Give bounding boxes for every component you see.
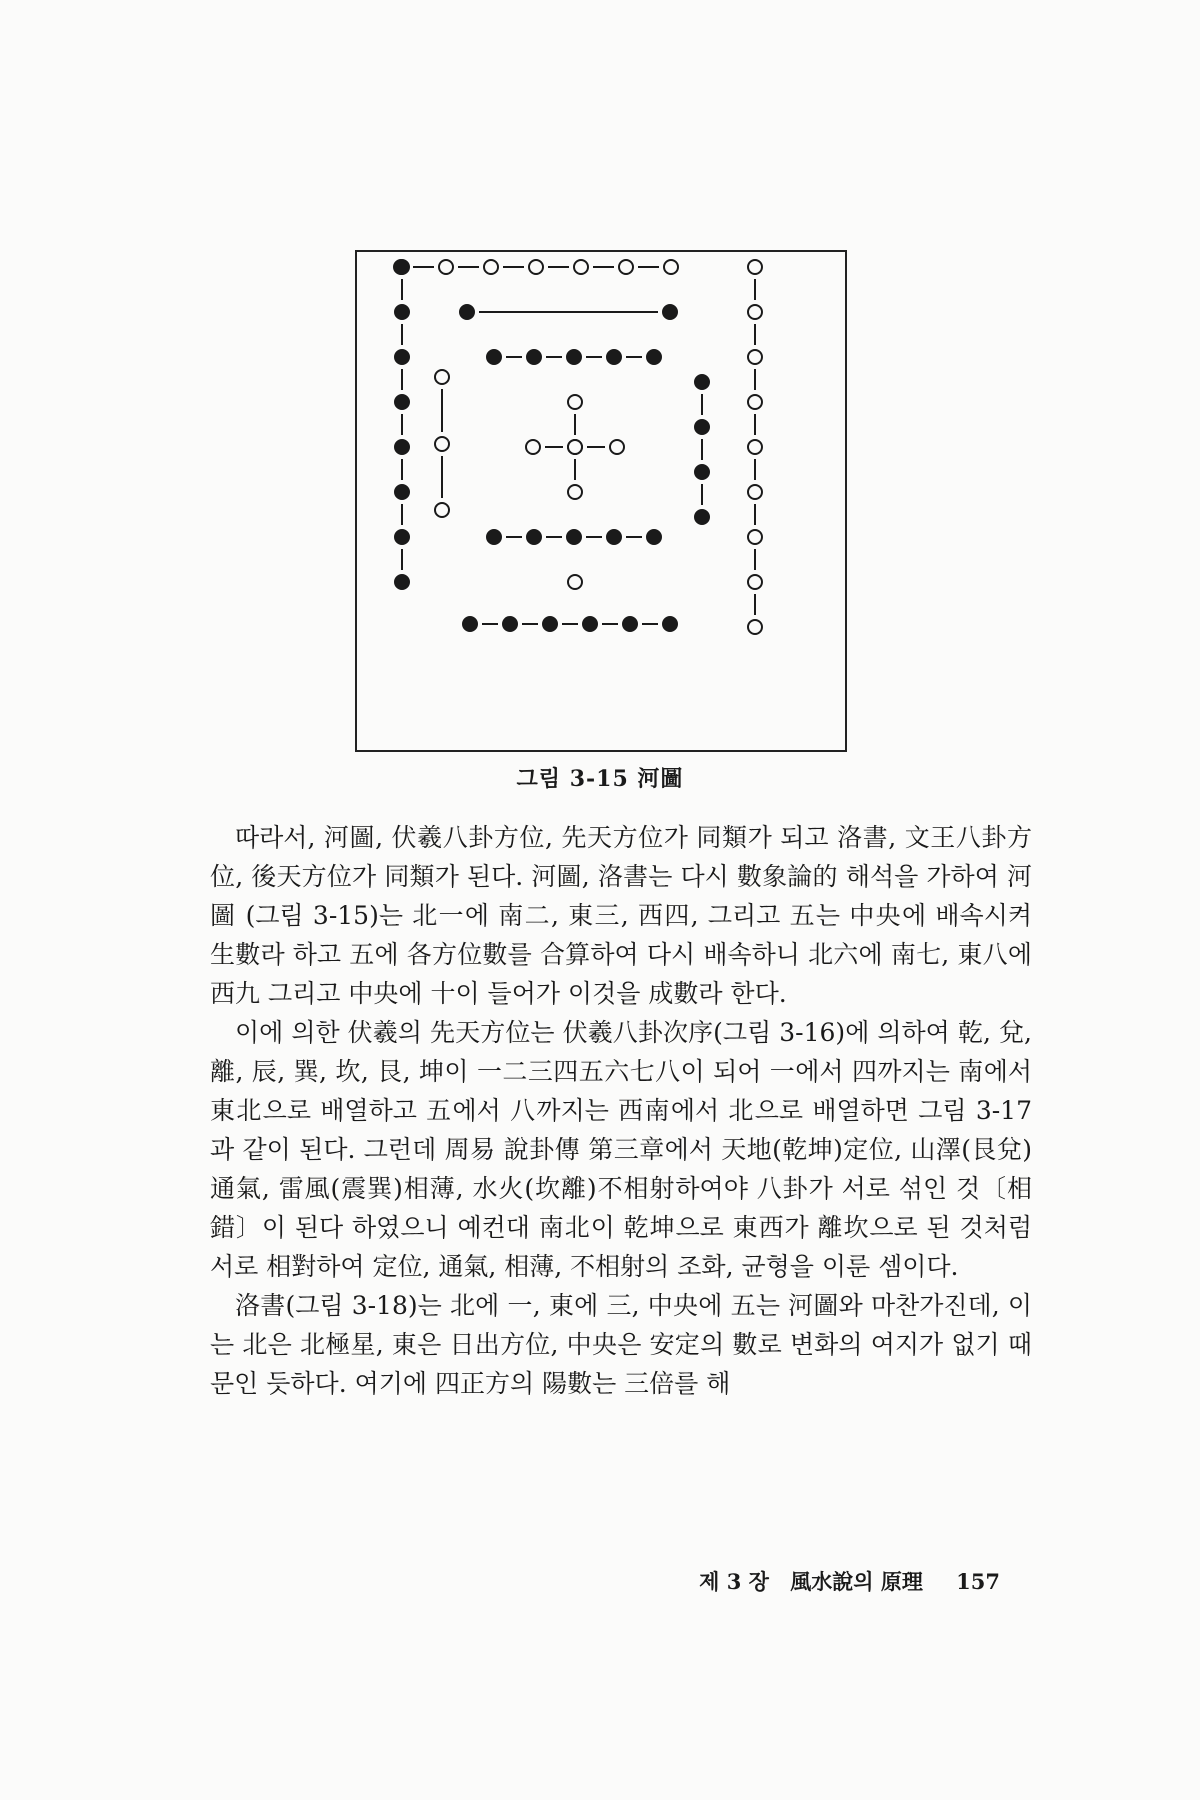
- body-text: [210, 818, 1032, 1403]
- bottom-outer-filled-dot: [623, 617, 637, 631]
- center-ten-upper-filled-dot: [607, 350, 621, 364]
- left-outer-filled-dot: [395, 485, 409, 499]
- top-outer-open-dot: [484, 260, 498, 274]
- right-outer-open-dot: [748, 575, 762, 589]
- top-inner-filled-dot: [460, 305, 474, 319]
- center-ten-lower-filled-dot: [487, 530, 501, 544]
- top-outer-open-dot: [529, 260, 543, 274]
- left-inner-open-dot: [435, 370, 449, 384]
- hado-figure: [355, 250, 847, 752]
- center-cross-vertical-dot: [568, 395, 582, 409]
- left-inner-open-dot: [435, 437, 449, 451]
- chapter-title: 風水說의 原理: [790, 1569, 923, 1594]
- figure-caption: 그림 3-15 河圖: [516, 766, 684, 792]
- right-outer-open-dot: [748, 485, 762, 499]
- right-outer-open-dot: [748, 530, 762, 544]
- left-outer-filled-dot: [395, 350, 409, 364]
- center-ten-lower-filled-dot: [607, 530, 621, 544]
- top-inner-filled-dot: [663, 305, 677, 319]
- center-ten-lower-filled-dot: [647, 530, 661, 544]
- top-outer-open-dot: [439, 260, 453, 274]
- bottom-outer-filled-dot: [463, 617, 477, 631]
- page-number: 157: [956, 1569, 1000, 1594]
- bottom-inner-open-dot: [568, 575, 582, 589]
- bottom-outer-filled-dot: [663, 617, 677, 631]
- center-ten-lower-filled-dot: [527, 530, 541, 544]
- left-inner-open-dot: [435, 503, 449, 517]
- right-inner-filled-dot: [695, 465, 709, 479]
- right-inner-filled-dot: [695, 375, 709, 389]
- left-outer-filled-dot: [395, 395, 409, 409]
- center-ten-lower-filled-dot: [567, 530, 581, 544]
- center-ten-upper-filled-dot: [647, 350, 661, 364]
- bottom-outer-filled-dot: [503, 617, 517, 631]
- center-cross-horizontal-dot: [526, 440, 540, 454]
- right-inner-filled-dot: [695, 420, 709, 434]
- chapter-label: 제 3 장: [699, 1569, 769, 1594]
- right-outer-open-dot: [748, 305, 762, 319]
- bottom-outer-filled-dot: [583, 617, 597, 631]
- top-outer-open-dot: [664, 260, 678, 274]
- right-outer-open-dot: [748, 350, 762, 364]
- page-footer: [685, 1566, 1000, 1596]
- center-ten-upper-filled-dot: [567, 350, 581, 364]
- paragraph-2: 이에 의한 伏羲의 先天方位는 伏羲八卦次序(그림 3-16)에 의하여 乾, 兌, 離, 辰, 巽, 坎, 艮, 坤이 一二三四五六七八이 되어 一에서 四까지는 南에서 東北으로 배열하고 五에서 八까지는 西南에서 北으로 배열하면 그림 3-17과 같이 된다. 그런데 周易 說卦傳 第三章에서 天地(乾坤)定位, 山澤(艮兌)通氣, 雷風(震巽)相薄, 水火(坎離)不相射하여야 八卦가 서로 섞인 것〔相錯〕이 된다 하였으니 예컨대 南北이 乾坤으로 東西가 離坎으로 된 것처럼 서로 相對하여 定位, 通氣, 相薄, 不相射의 조화, 균형을 이룬 셈이다.: [210, 1018, 1032, 1281]
- paragraph-1: 따라서, 河圖, 伏羲八卦方位, 先天方位가 同類가 되고 洛書, 文王八卦方位, 後天方位가 同類가 된다. 河圖, 洛書는 다시 數象論的 해석을 가하여 河圖 (그림 3-15)는 北一에 南二, 東三, 西四, 그리고 五는 中央에 배속시켜 生數라 하고 五에 各方位數를 合算하여 다시 배속하니 北六에 南七, 東八에 西九 그리고 中央에 十이 들어가 이것을 成數라 한다.: [210, 823, 1032, 1008]
- left-outer-filled-dot: [395, 440, 409, 454]
- left-outer-filled-dot: [395, 575, 409, 589]
- top-outer-open-dot: [619, 260, 633, 274]
- center-cross-horizontal-dot: [568, 440, 582, 454]
- center-ten-upper-filled-dot: [527, 350, 541, 364]
- right-outer-open-dot: [748, 440, 762, 454]
- right-outer-open-dot: [748, 260, 762, 274]
- hado-diagram: [357, 252, 845, 750]
- top-outer-open-dot: [574, 260, 588, 274]
- left-outer-filled-dot: [395, 305, 409, 319]
- right-inner-filled-dot: [695, 510, 709, 524]
- left-outer-filled-dot: [395, 530, 409, 544]
- center-cross-vertical-dot: [568, 485, 582, 499]
- center-ten-upper-filled-dot: [487, 350, 501, 364]
- left-outer-filled-dot: [395, 260, 409, 274]
- center-cross-horizontal-dot: [610, 440, 624, 454]
- right-outer-open-dot: [748, 620, 762, 634]
- bottom-outer-filled-dot: [543, 617, 557, 631]
- right-outer-open-dot: [748, 395, 762, 409]
- paragraph-3: 洛書(그림 3-18)는 北에 一, 東에 三, 中央에 五는 河圖와 마찬가진데, 이는 北은 北極星, 東은 日出方位, 中央은 安定의 數로 변화의 여지가 없기 때문인 듯하다. 여기에 四正方의 陽數는 三倍를 해: [210, 1291, 1032, 1398]
